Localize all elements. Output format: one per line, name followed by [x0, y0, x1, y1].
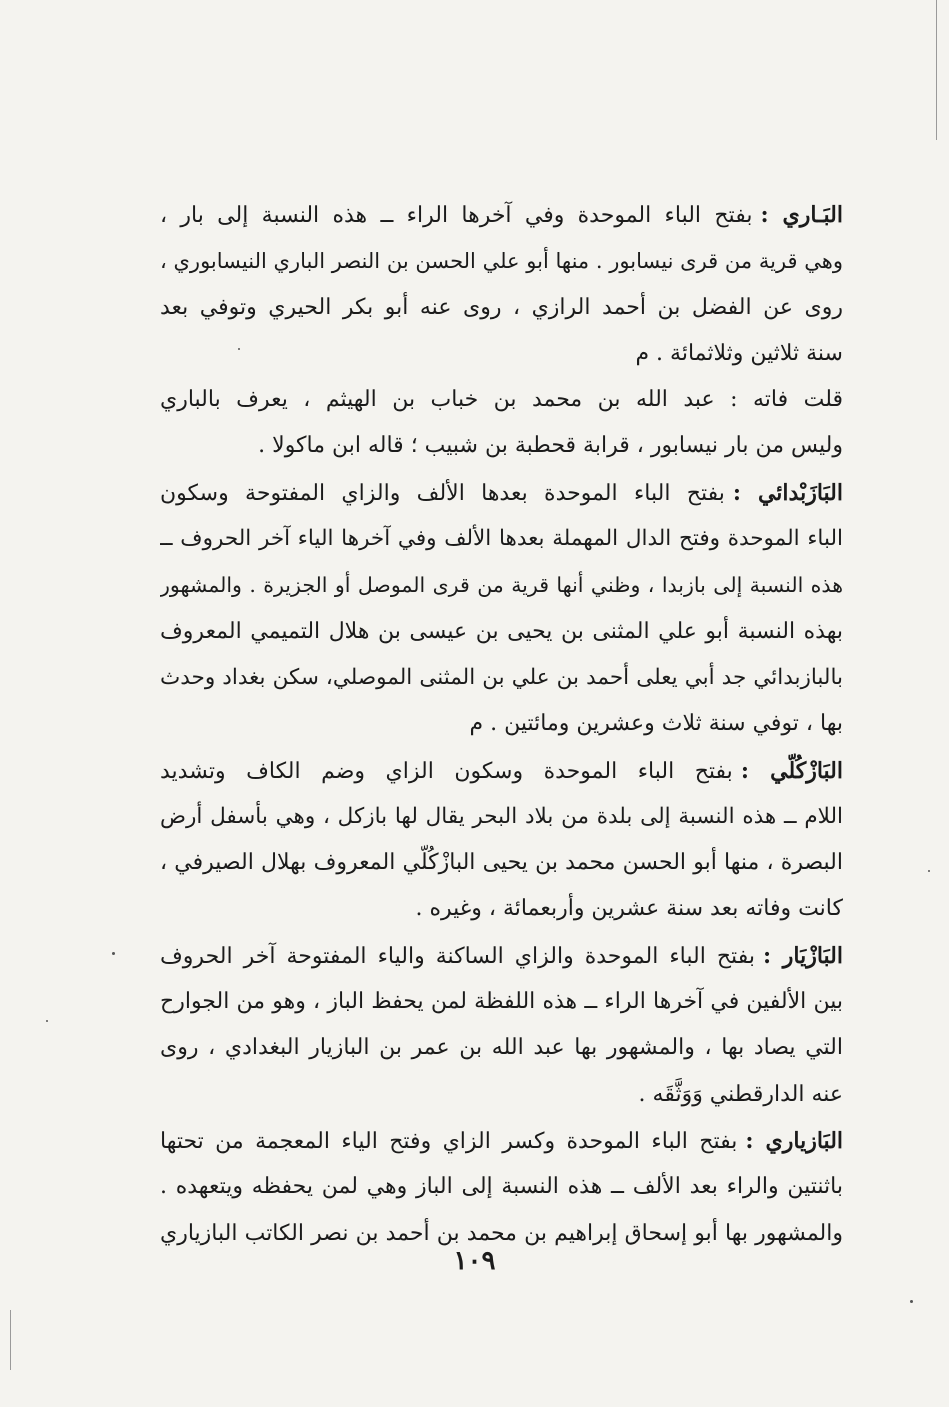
text-line: بين الألفين في آخرها الراء ــ هذه اللفظة لمن يحفظ الباز ، وهو من الجوارح	[160, 989, 843, 1015]
page-number: ١٠٩	[453, 1246, 496, 1276]
text-line: البَازَبْدائي :بفتح الباء الموحدة بعدها الألف والزاي المفتوحة وسكون	[160, 479, 843, 506]
text-line: البَازْيَار :بفتح الباء الموحدة والزاي الساكنة والياء المفتوحة آخر الحروف	[160, 942, 843, 969]
text-line: الباء الموحدة وفتح الدال المهملة بعدها الألف وفي آخرها الياء آخر الحروف ــ	[160, 526, 843, 552]
text-line: وليس من بار نيسابور ، قرابة قحطبة بن شبيب ؛ قاله ابن ماكولا .	[258, 433, 843, 459]
text-line: التي يصاد بها ، والمشهور بها عبد الله بن عمر بن البازيار البغدادي ، روى	[160, 1035, 843, 1061]
text-line: البَـاري :بفتح الباء الموحدة وفي آخرها الراء ــ هذه النسبة إلى بار ،	[160, 202, 843, 228]
text-line: هذه النسبة إلى بازبدا ، وظني أنها قرية من قرى الموصل أو الجزيرة . والمشهور	[160, 573, 843, 598]
text-line: بهذه النسبة أبو علي المثنى بن يحيى بن عيسى بن هلال التميمي المعروف	[160, 618, 843, 644]
text-line: عنه الدارقطني وَوَثَّقَه .	[638, 1081, 843, 1107]
text-line: سنة ثلاثين وثلاثمائة . م	[635, 340, 843, 366]
main-text	[160, 192, 843, 1257]
scan-speck	[928, 870, 930, 872]
entry-al-bazabdai	[160, 470, 843, 748]
entry-heading: البَازَبْدائي :	[732, 479, 843, 506]
text-line: وهي قرية من قرى نيسابور . منها أبو علي الحسن بن النصر الباري النيسابوري ،	[160, 249, 843, 274]
entry-al-bari	[160, 192, 843, 377]
text-line: البَازْكُلّي :بفتح الباء الموحدة وسكون الزاي وضم الكاف وتشديد	[160, 757, 843, 784]
scan-speck	[910, 1300, 913, 1303]
text-line: البصرة ، منها أبو الحسن محمد بن يحيى البازْكُلّي المعروف بهلال الصيرفي ،	[160, 850, 843, 876]
entry-note	[160, 377, 843, 470]
text-line: البَازياري :بفتح الباء الموحدة وكسر الزاي وفتح الياء المعجمة من تحتها	[160, 1127, 843, 1154]
text-line: باثنتين والراء بعد الألف ــ هذه النسبة إلى الباز وهي لمن يحفظه ويتعهده .	[160, 1174, 843, 1200]
scan-speck	[46, 1020, 48, 1022]
entry-heading: البَازياري :	[745, 1127, 843, 1154]
entry-al-bazyar	[160, 933, 843, 1118]
entry-heading: البَـاري :	[760, 202, 843, 228]
scan-speck	[112, 952, 115, 955]
scan-edge-mark	[936, 0, 937, 140]
text-line: بالبازبدائي جد أبي يعلى أحمد بن علي بن المثنى الموصلي، سكن بغداد وحدث	[160, 664, 843, 690]
scan-edge-mark	[10, 1310, 11, 1370]
entry-heading: البَازْكُلّي :	[740, 757, 843, 784]
entry-al-baziyari	[160, 1118, 843, 1257]
scan-speck	[238, 348, 240, 350]
text-line: والمشهور بها أبو إسحاق إبراهيم بن محمد بن أحمد بن نصر الكاتب البازياري	[160, 1220, 843, 1246]
text-line: كانت وفاته بعد سنة عشرين وأربعمائة ، وغيره .	[415, 896, 843, 922]
entry-al-bazkulli	[160, 748, 843, 933]
text-line: قلت فاته : عبد الله بن محمد بن خباب بن الهيثم ، يعرف بالباري	[160, 387, 843, 413]
text-line: بها ، توفي سنة ثلاث وعشرين ومائتين . م	[469, 711, 843, 737]
text-line: روى عن الفضل بن أحمد الرازي ، روى عنه أبو بكر الحيري وتوفي بعد	[160, 294, 843, 320]
entry-heading: البَازْيَار :	[762, 942, 843, 969]
text-line: اللام ــ هذه النسبة إلى بلدة من بلاد البحر يقال لها بازكل ، وهي بأسفل أرض	[160, 803, 843, 829]
